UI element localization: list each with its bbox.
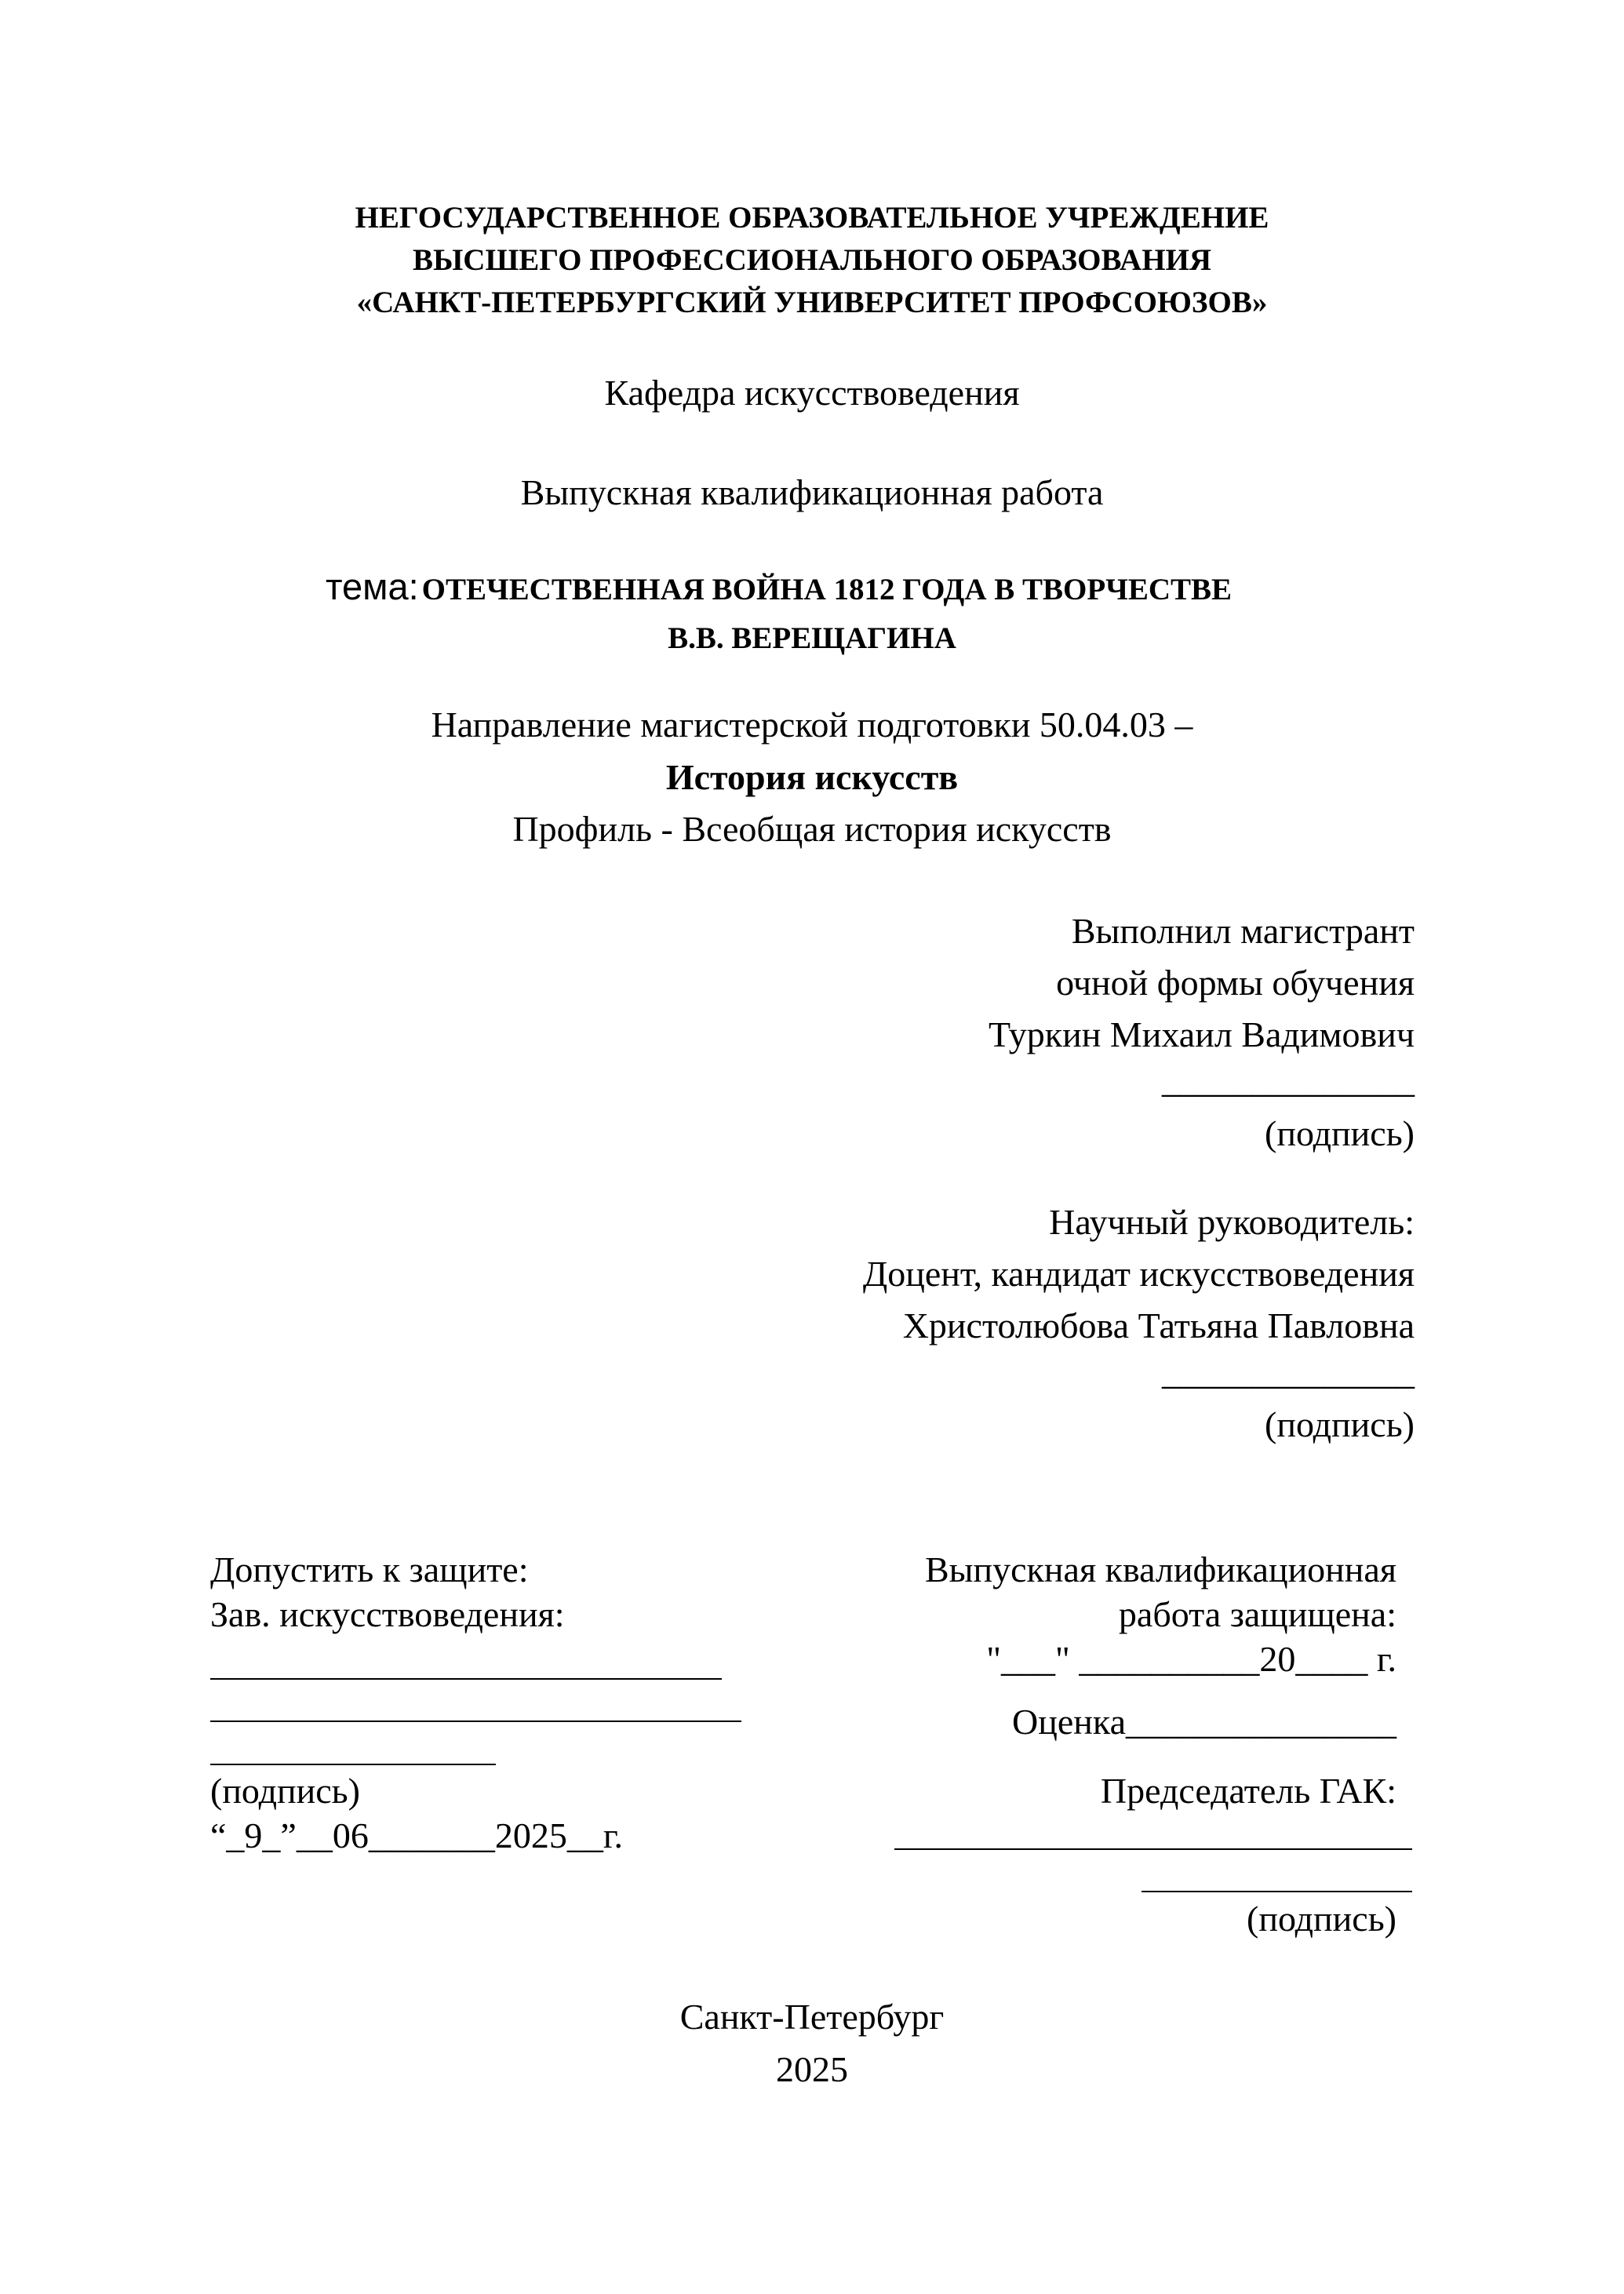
program-profile: Профиль - Всеобщая история искусств bbox=[512, 809, 1112, 849]
program-direction: Направление магистерской подготовки 50.04.03 – bbox=[431, 705, 1193, 745]
topic-title-line-2: В.В. ВЕРЕЩАГИНА bbox=[668, 621, 956, 655]
chairman-signature-line bbox=[1142, 1891, 1412, 1892]
supervisor-signature-label: (подпись) bbox=[1265, 1404, 1415, 1444]
defense-date: "___" __________20____ г. bbox=[986, 1639, 1396, 1679]
admission-blank-line-2 bbox=[210, 1720, 741, 1722]
supervisor-signature-line: ______________ bbox=[1162, 1352, 1415, 1392]
defense-chairman: Председатель ГАК: bbox=[1100, 1771, 1396, 1811]
chairman-blank-line bbox=[894, 1848, 1412, 1850]
admission-blank-line-1 bbox=[210, 1678, 722, 1680]
defense-line-2: работа защищена: bbox=[1118, 1594, 1396, 1634]
defense-line-1: Выпускная квалификационная bbox=[924, 1549, 1396, 1589]
admission-signature-line bbox=[210, 1764, 496, 1765]
defense-grade: Оценка_______________ bbox=[1012, 1702, 1396, 1742]
institution-line-1: НЕГОСУДАРСТВЕННОЕ ОБРАЗОВАТЕЛЬНОЕ УЧРЕЖДЕНИЕ bbox=[355, 201, 1269, 235]
city: Санкт-Петербург bbox=[679, 1997, 945, 2037]
year: 2025 bbox=[776, 2049, 848, 2089]
student-signature-label: (подпись) bbox=[1265, 1113, 1415, 1153]
topic-prefix: тема: bbox=[326, 566, 419, 607]
student-signature-line: ______________ bbox=[1162, 1060, 1415, 1100]
admission-signature-label: (подпись) bbox=[210, 1771, 360, 1811]
student-line-2: очной формы обучения bbox=[1056, 963, 1415, 1003]
admission-line-1: Допустить к защите: bbox=[210, 1549, 529, 1589]
student-line-1: Выполнил магистрант bbox=[1071, 911, 1415, 951]
program-name: История искусств bbox=[665, 757, 959, 797]
admission-line-2: Зав. искусствоведения: bbox=[210, 1594, 565, 1634]
chairman-signature-label: (подпись) bbox=[1247, 1899, 1396, 1939]
topic-title-line-1: ОТЕЧЕСТВЕННАЯ ВОЙНА 1812 ГОДА В ТВОРЧЕСТВЕ bbox=[421, 573, 1233, 606]
institution-line-3: «САНКТ-ПЕТЕРБУРГСКИЙ УНИВЕРСИТЕТ ПРОФСОЮЗОВ» bbox=[356, 286, 1268, 319]
admission-date: “_9_”__06_______2025__г. bbox=[210, 1815, 624, 1855]
supervisor-name: Христолюбова Татьяна Павловна bbox=[902, 1305, 1415, 1345]
topic-line-1 bbox=[326, 568, 1232, 605]
department: Кафедра искусствоведения bbox=[604, 373, 1020, 413]
work-type: Выпускная квалификационная работа bbox=[520, 472, 1104, 512]
supervisor-line-1: Научный руководитель: bbox=[1049, 1202, 1415, 1242]
supervisor-title: Доцент, кандидат искусствоведения bbox=[862, 1254, 1415, 1294]
student-name: Туркин Михаил Вадимович bbox=[989, 1014, 1415, 1054]
institution-line-2: ВЫСШЕГО ПРОФЕССИОНАЛЬНОГО ОБРАЗОВАНИЯ bbox=[412, 243, 1212, 277]
